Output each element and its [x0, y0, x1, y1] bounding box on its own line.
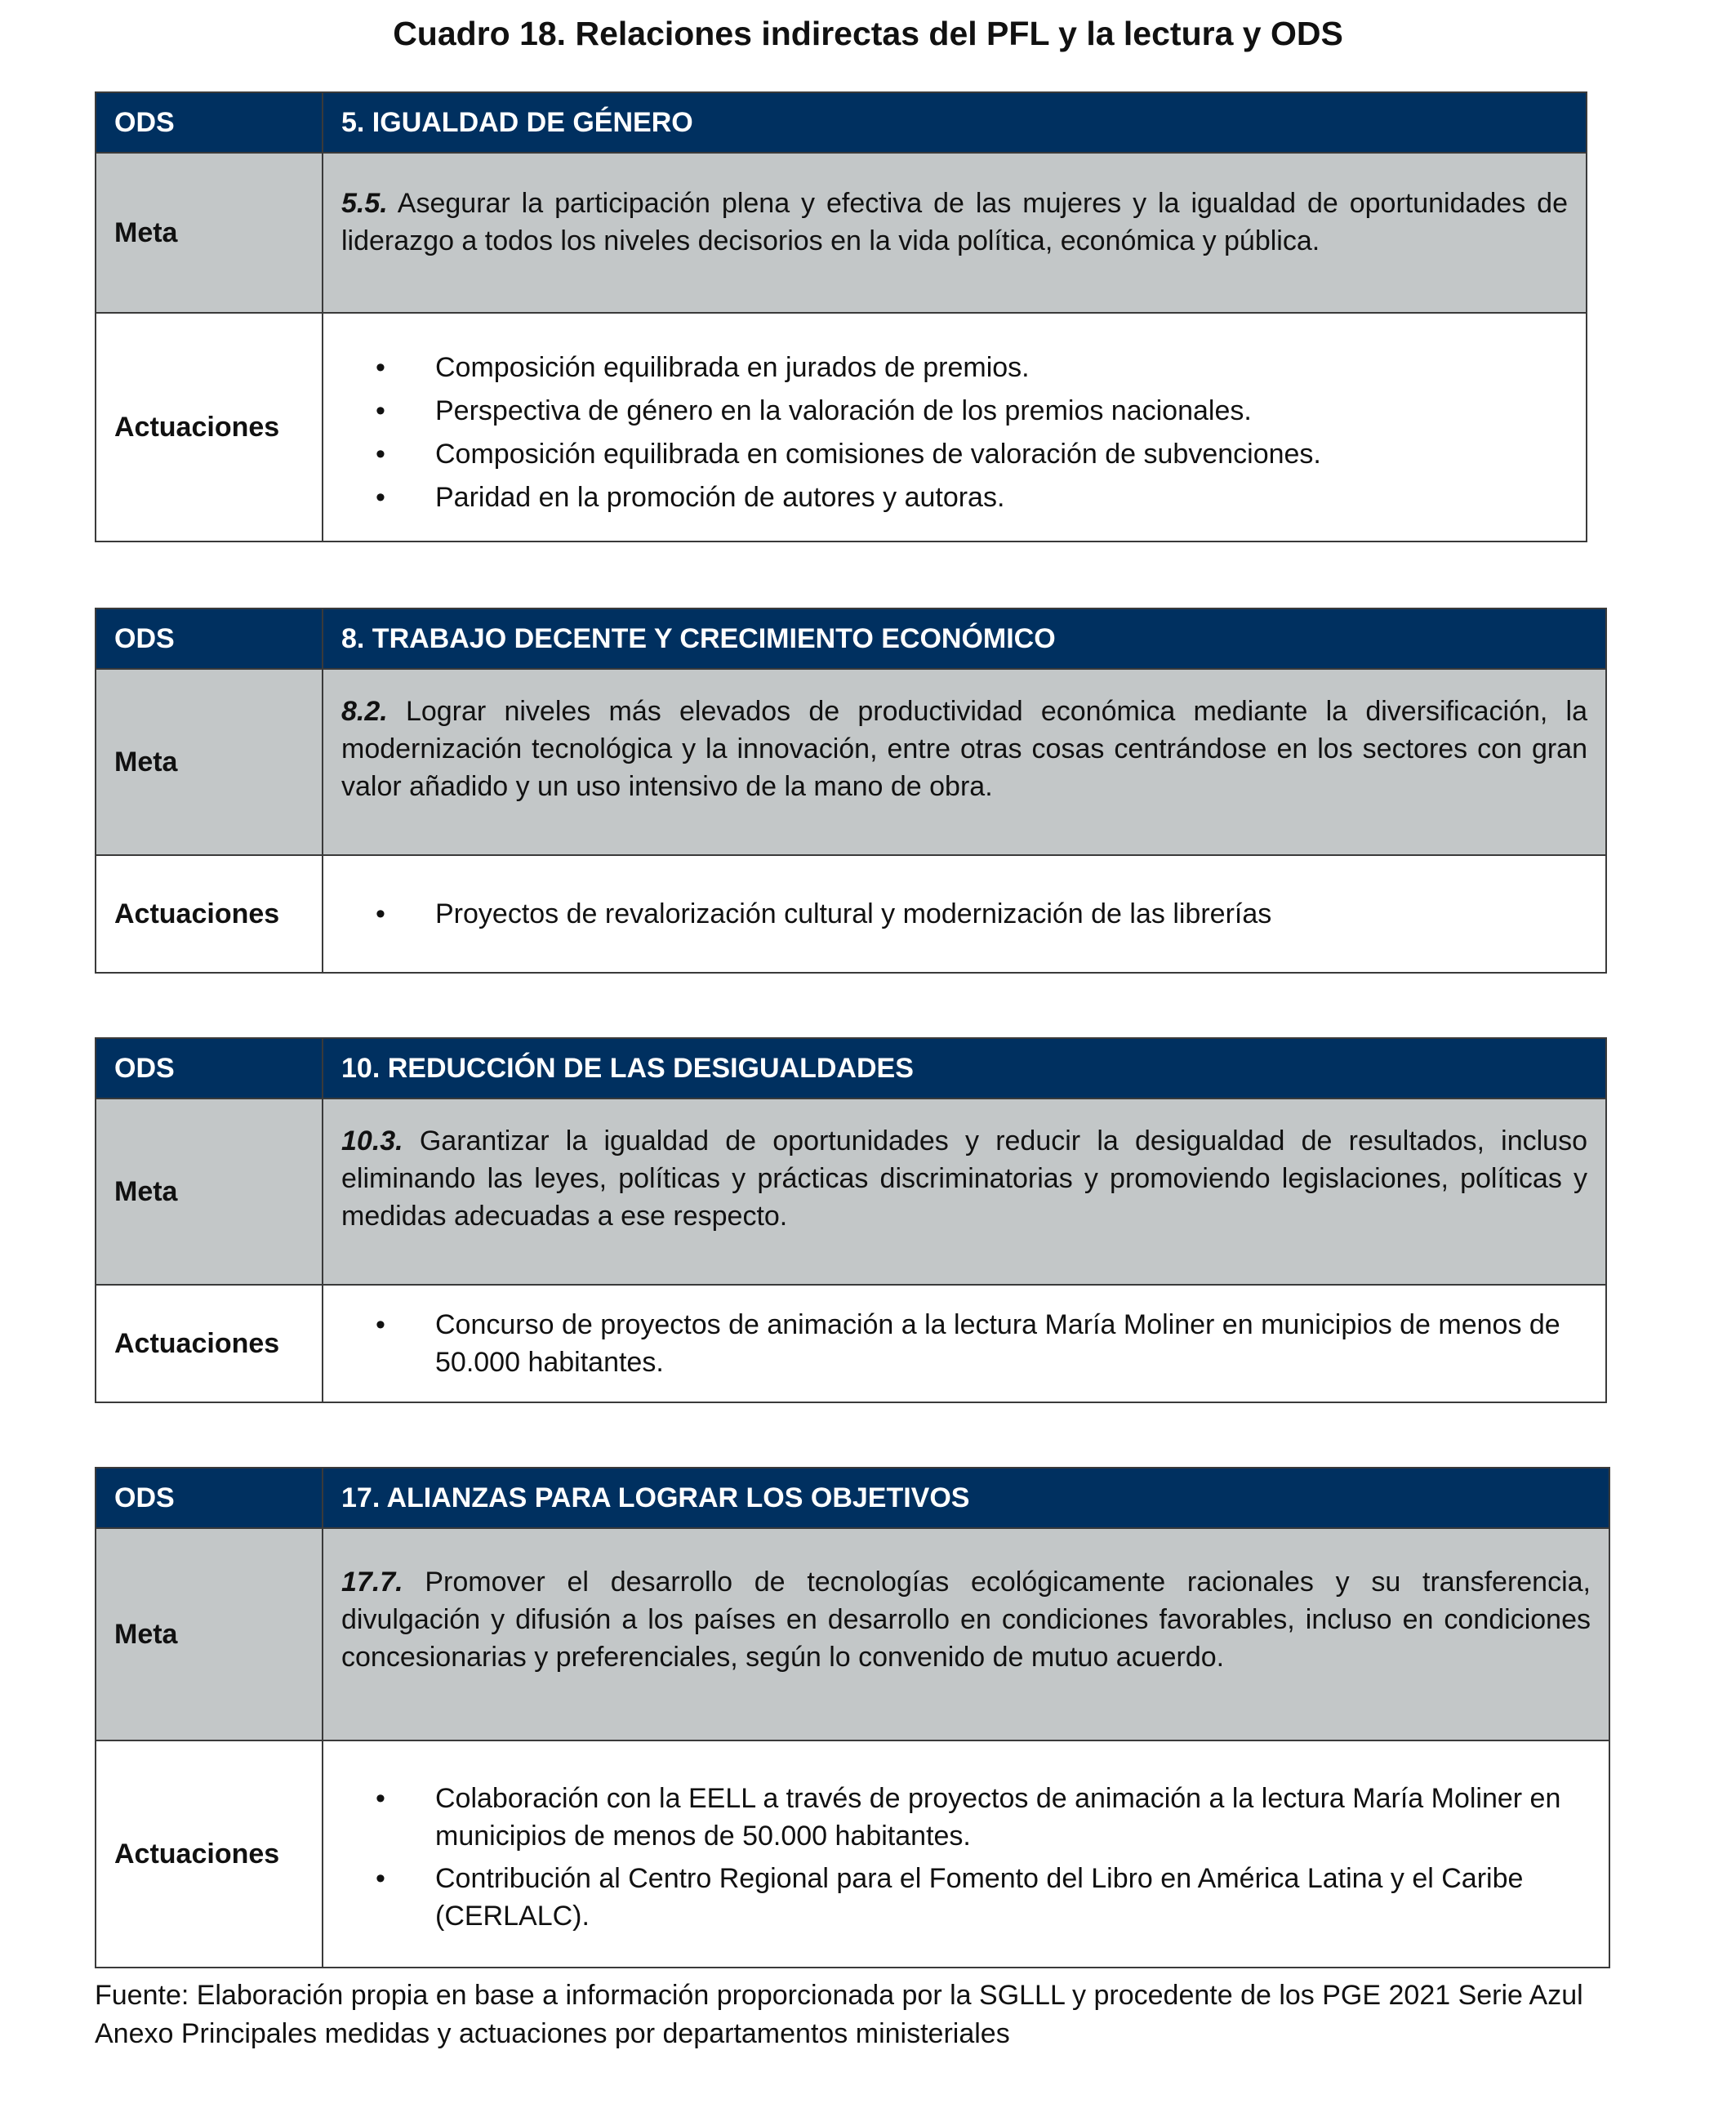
actuaciones-cell — [323, 1740, 1609, 1968]
ods-title: 10. REDUCCIÓN DE LAS DESIGUALDADES — [323, 1038, 1606, 1099]
actuaciones-label: Actuaciones — [96, 313, 323, 542]
actuaciones-row — [96, 1285, 1606, 1402]
ods-header-row — [96, 608, 1606, 669]
meta-text — [323, 1099, 1606, 1285]
list-item: • Perspectiva de género en la valoración de los premios nacionales. — [341, 390, 1568, 433]
list-item: • Paridad en la promoción de autores y autoras. — [341, 476, 1568, 519]
meta-label: Meta — [96, 1099, 323, 1285]
meta-row — [96, 1528, 1609, 1740]
ods-header-row — [96, 1038, 1606, 1099]
actuaciones-list — [341, 346, 1568, 519]
ods-title: 5. IGUALDAD DE GÉNERO — [323, 92, 1587, 153]
meta-code: 5.5. — [341, 188, 388, 219]
meta-label: Meta — [96, 153, 323, 313]
ods-label: ODS — [96, 1038, 323, 1099]
meta-description: Promover el desarrollo de tecnologías ecológicamente racionales y su transferencia, divulgación y difusión a los países en desarrollo en condiciones favorables, incluso en condiciones concesionarias y preferenciales, según lo convenido de mutuo acuerdo. — [341, 1567, 1591, 1673]
actuaciones-row — [96, 1740, 1609, 1968]
meta-row — [96, 1099, 1606, 1285]
ods-label: ODS — [96, 1468, 323, 1528]
actuaciones-cell — [323, 313, 1587, 542]
meta-text — [323, 669, 1606, 855]
page-title: Cuadro 18. Relaciones indirectas del PFL y la lectura y ODS — [393, 15, 1343, 52]
ods-label: ODS — [96, 608, 323, 669]
meta-code: 17.7. — [341, 1567, 403, 1598]
list-item: • Colaboración con la EELL a través de proyectos de animación a la lectura María Moliner en municipios de menos de 50.000 habitantes. — [341, 1780, 1591, 1855]
list-item: • Proyectos de revalorización cultural y modernización de las librerías — [341, 895, 1587, 933]
meta-description: Lograr niveles más elevados de productividad económica mediante la diversificación, la modernización tecnológica y la innovación, entre otras cosas centrándose en los sectores con gran valor añadido y un uso intensivo de la mano de obra. — [341, 696, 1587, 802]
source-note: Fuente: Elaboración propia en base a información proporcionada por la SGLLL y procedente de los PGE 2021 Serie Azul Anexo Principales medidas y actuaciones por departamentos ministeriales — [95, 1980, 1583, 2049]
actuaciones-row — [96, 855, 1606, 973]
actuaciones-cell — [323, 1285, 1606, 1402]
actuaciones-label: Actuaciones — [96, 1740, 323, 1968]
ods-header-row — [96, 92, 1587, 153]
actuaciones-row — [96, 313, 1587, 542]
meta-label: Meta — [96, 1528, 323, 1740]
list-item: • Contribución al Centro Regional para el Fomento del Libro en América Latina y el Caribe (CERLALC). — [341, 1860, 1591, 1935]
list-item: • Composición equilibrada en comisiones de valoración de subvenciones. — [341, 433, 1568, 476]
ods-label: ODS — [96, 92, 323, 153]
ods-table-8 — [95, 608, 1607, 974]
meta-text — [323, 153, 1587, 313]
list-item: • Composición equilibrada en jurados de premios. — [341, 346, 1568, 390]
meta-row — [96, 153, 1587, 313]
actuaciones-label: Actuaciones — [96, 1285, 323, 1402]
actuaciones-cell — [323, 855, 1606, 973]
meta-code: 10.3. — [341, 1125, 403, 1157]
ods-header-row — [96, 1468, 1609, 1528]
list-item: • Concurso de proyectos de animación a la lectura María Moliner en municipios de menos de 50.000 habitantes. — [341, 1306, 1587, 1381]
ods-title: 8. TRABAJO DECENTE Y CRECIMIENTO ECONÓMICO — [323, 608, 1606, 669]
actuaciones-list — [341, 1306, 1587, 1381]
meta-description: Garantizar la igualdad de oportunidades y reducir la desigualdad de resultados, incluso eliminando las leyes, políticas y prácticas discriminatorias y promoviendo legislaciones, políticas y medidas adecuadas a ese respecto. — [341, 1125, 1587, 1232]
actuaciones-label: Actuaciones — [96, 855, 323, 973]
ods-table-17 — [95, 1467, 1610, 1968]
ods-table-10 — [95, 1037, 1607, 1403]
meta-description: Asegurar la participación plena y efectiva de las mujeres y la igualdad de oportunidades de liderazgo a todos los niveles decisorios en la vida política, económica y pública. — [341, 188, 1568, 256]
actuaciones-list — [341, 895, 1587, 933]
actuaciones-list — [341, 1780, 1591, 1935]
meta-code: 8.2. — [341, 696, 388, 727]
meta-row — [96, 669, 1606, 855]
meta-label: Meta — [96, 669, 323, 855]
meta-text — [323, 1528, 1609, 1740]
ods-title: 17. ALIANZAS PARA LOGRAR LOS OBJETIVOS — [323, 1468, 1609, 1528]
ods-table-5 — [95, 91, 1587, 542]
